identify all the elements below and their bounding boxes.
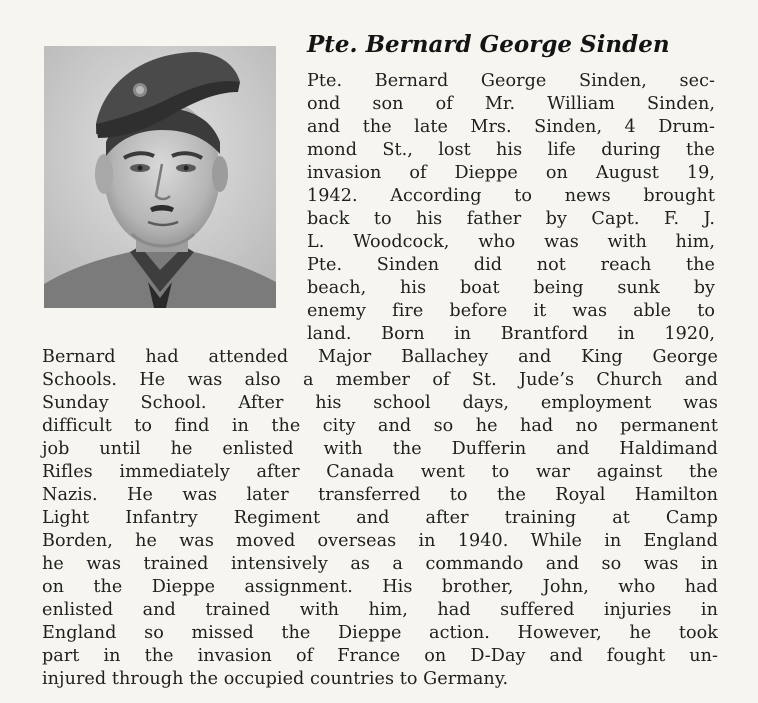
portrait-photo bbox=[44, 46, 276, 308]
body-line: land. Born in Brantford in 1920, bbox=[307, 324, 715, 344]
body-line: Rifles immediately after Canada went to war against the bbox=[42, 462, 718, 482]
body-line: 1942. According to news brought bbox=[307, 186, 715, 206]
portrait-illustration bbox=[44, 46, 276, 308]
body-line: beach, his boat being sunk by bbox=[307, 278, 715, 298]
body-line: job until he enlisted with the Dufferin and Haldimand bbox=[42, 439, 718, 459]
body-line: enemy fire before it was able to bbox=[307, 301, 715, 321]
body-line: part in the invasion of France on D-Day and fought un- bbox=[42, 646, 718, 666]
body-line: on the Dieppe assignment. His brother, John, who had bbox=[42, 577, 718, 597]
body-line: he was trained intensively as a commando and so was in bbox=[42, 554, 718, 574]
body-line: Bernard had attended Major Ballachey and King George bbox=[42, 347, 718, 367]
article-title: Pte. Bernard George Sinden bbox=[307, 31, 670, 58]
body-line: and the late Mrs. Sinden, 4 Drum- bbox=[307, 117, 715, 137]
body-line: Sunday School. After his school days, employment was bbox=[42, 393, 718, 413]
body-line: Borden, he was moved overseas in 1940. While in England bbox=[42, 531, 718, 551]
body-line: invasion of Dieppe on August 19, bbox=[307, 163, 715, 183]
body-line: England so missed the Dieppe action. However, he took bbox=[42, 623, 718, 643]
body-line: difficult to find in the city and so he had no permanent bbox=[42, 416, 718, 436]
body-line: Pte. Bernard George Sinden, sec- bbox=[307, 71, 715, 91]
body-line: back to his father by Capt. F. J. bbox=[307, 209, 715, 229]
body-line: enlisted and trained with him, had suffered injuries in bbox=[42, 600, 718, 620]
body-line: mond St., lost his life during the bbox=[307, 140, 715, 160]
body-line: injured through the occupied countries to Germany. bbox=[42, 669, 509, 689]
body-line: Pte. Sinden did not reach the bbox=[307, 255, 715, 275]
body-line: Light Infantry Regiment and after training at Camp bbox=[42, 508, 718, 528]
body-line: Schools. He was also a member of St. Jude’s Church and bbox=[42, 370, 718, 390]
body-line: ond son of Mr. William Sinden, bbox=[307, 94, 715, 114]
body-line: Nazis. He was later transferred to the Royal Hamilton bbox=[42, 485, 718, 505]
body-line: L. Woodcock, who was with him, bbox=[307, 232, 715, 252]
